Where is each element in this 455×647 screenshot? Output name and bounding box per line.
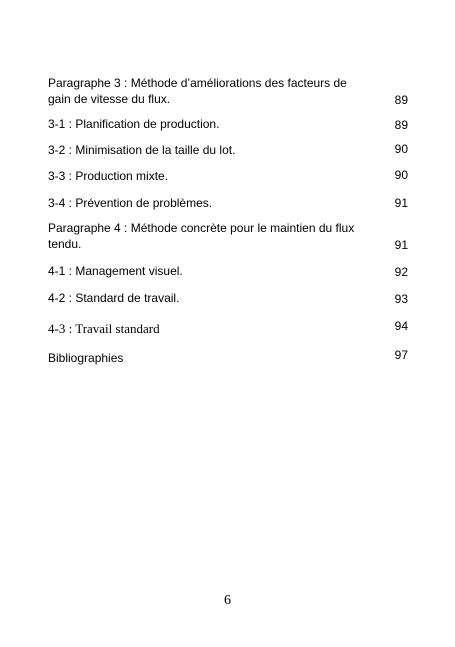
toc-entry-page: 89	[394, 93, 408, 107]
toc-entry-title: Paragraphe 4 : Méthode concrète pour le maintien du flux tendu.	[48, 221, 355, 251]
toc-entry-page: 90	[394, 168, 408, 182]
toc-entry-title: 4-1 : Management visuel.	[48, 264, 183, 278]
toc-entry-3-1	[48, 116, 408, 134]
toc-entry-title: 3-3 : Production mixte.	[48, 169, 169, 183]
toc-entry-page: 97	[394, 348, 408, 362]
toc-entry-3-4	[48, 195, 408, 213]
toc-entry-page: 89	[394, 118, 408, 132]
toc-entry-title: 3-2 : Minimisation de la taille du lot.	[48, 143, 236, 157]
toc-entry-title: 4-3 : Travail standard	[48, 321, 160, 336]
toc-entry-4-3	[48, 321, 408, 339]
toc-entry-page: 94	[394, 319, 408, 333]
toc-entry-page: 93	[394, 292, 408, 306]
toc-entry-page: 92	[394, 265, 408, 279]
toc-entry-3-3	[48, 168, 408, 186]
toc-entry-4-1	[48, 263, 408, 281]
toc-entry-title: 4-2 : Standard de travail.	[48, 291, 180, 305]
toc-entry-page: 90	[394, 142, 408, 156]
toc-entry-3-2	[48, 142, 408, 160]
toc-entry-page: 91	[394, 196, 408, 210]
toc-entry-title: 3-1 : Planification de production.	[48, 117, 220, 131]
toc-entry-4-2	[48, 290, 408, 308]
toc-entry-title: Bibliographies	[48, 351, 124, 365]
toc-entry-paragraphe-4	[48, 220, 408, 254]
toc-entry-bibliographies	[48, 350, 408, 368]
toc-entry-title: Paragraphe 3 : Méthode d’améliorations des facteurs de gain de vitesse du flux.	[48, 76, 347, 106]
toc-entry-page: 91	[394, 238, 408, 252]
page-number: 6	[224, 593, 231, 608]
toc-entry-title: 3-4 : Prévention de problèmes.	[48, 196, 213, 210]
toc-entry-paragraphe-3	[48, 75, 408, 109]
